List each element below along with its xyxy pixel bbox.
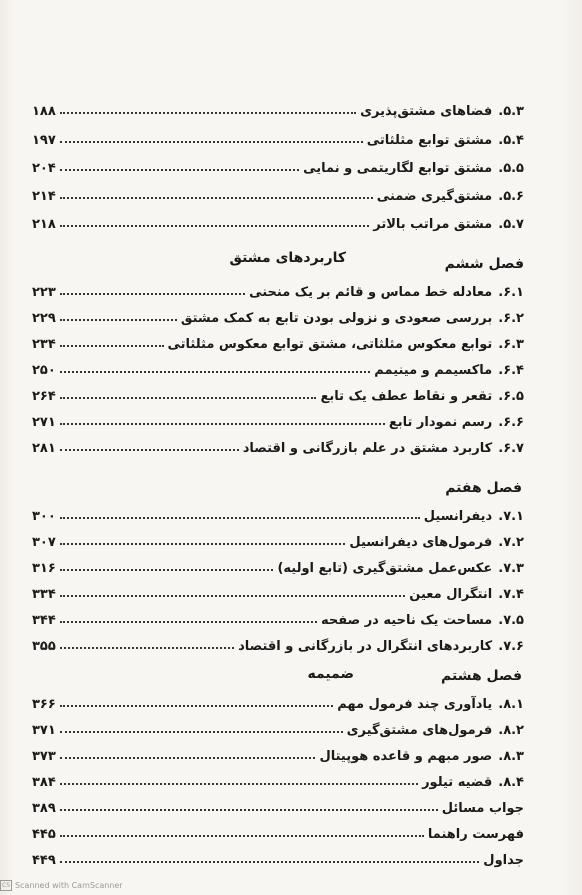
toc-entry	[32, 842, 524, 868]
entry-page: ۲۳۴	[32, 337, 56, 352]
entry-number: ۶.۲.	[498, 311, 524, 326]
dot-leader	[60, 809, 438, 811]
entry-number: ۶.۴.	[498, 363, 524, 378]
toc-entry	[32, 430, 524, 456]
dot-leader	[60, 423, 385, 425]
entry-page: ۳۵۵	[32, 639, 56, 654]
toc-entry	[32, 602, 524, 628]
dot-leader	[60, 345, 164, 347]
entry-title: بررسی صعودی و نزولی بودن تابع به کمک مشتق	[180, 311, 493, 326]
toc-entry	[32, 326, 524, 352]
entry-title: فرمول‌های دیفرانسیل	[349, 535, 493, 550]
entry-number: ۵.۳.	[498, 104, 524, 119]
entry-page: ۱۹۷	[32, 133, 56, 148]
dot-leader	[60, 783, 418, 785]
toc-entry	[32, 93, 524, 119]
entry-number: ۶.۱.	[498, 285, 524, 300]
toc-entry	[32, 274, 524, 300]
toc-entry	[32, 178, 524, 204]
entry-number: ۷.۱.	[498, 509, 524, 524]
toc-entry	[32, 550, 524, 576]
entry-title: کاربردهای انتگرال در بازرگانی و اقتصاد	[238, 639, 493, 654]
entry-number: ۸.۲.	[498, 723, 524, 738]
entry-page: ۲۷۱	[32, 415, 56, 430]
toc-entry	[32, 150, 524, 176]
entry-number: ۶.۳.	[498, 337, 524, 352]
toc-entry	[32, 206, 524, 232]
entry-title: دیفرانسیل	[423, 509, 493, 524]
entry-number: ۷.۴.	[498, 587, 524, 602]
dot-leader	[60, 112, 356, 114]
entry-number: ۶.۷.	[498, 441, 524, 456]
dot-leader	[60, 543, 346, 545]
entry-title: معادله خط مماس و قائم بر یک منحنی	[249, 285, 493, 300]
dot-leader	[60, 319, 177, 321]
dot-leader	[60, 647, 234, 649]
dot-leader	[60, 731, 343, 733]
entry-title: فضاهای مشتق‌پذیری	[360, 104, 493, 119]
entry-title: یادآوری چند فرمول مهم	[337, 697, 493, 712]
entry-number: ۷.۳.	[498, 561, 524, 576]
toc-entry	[32, 686, 524, 712]
entry-page: ۱۸۸	[32, 104, 56, 119]
entry-title: قضیه تیلور	[422, 775, 493, 790]
watermark-text: Scanned with CamScanner	[15, 881, 123, 890]
entry-title: فهرست راهنما	[427, 827, 524, 842]
dot-leader	[60, 449, 239, 451]
entry-number: ۶.۶.	[498, 415, 524, 430]
entry-page: ۳۱۶	[32, 561, 56, 576]
dot-leader	[60, 705, 333, 707]
dot-leader	[60, 141, 363, 143]
toc-entry	[32, 790, 524, 816]
toc-entry	[32, 300, 524, 326]
entry-page: ۲۶۴	[32, 389, 56, 404]
entry-number: ۸.۱.	[498, 697, 524, 712]
entry-page: ۳۷۱	[32, 723, 56, 738]
entry-number: ۶.۵.	[498, 389, 524, 404]
entry-title: توابع معکوس مثلثاتی، مشتق توابع معکوس مثلثاتی	[167, 337, 493, 352]
chapter-label: فصل هفتم	[445, 480, 522, 496]
dot-leader	[60, 397, 317, 399]
camscanner-logo: CS	[2, 882, 10, 889]
entry-title: صور مبهم و قاعده هوپیتال	[319, 749, 493, 764]
entry-title: مشتق توابع مثلثاتی	[366, 133, 493, 148]
entry-number: ۸.۳.	[498, 749, 524, 764]
toc-entry	[32, 628, 524, 654]
entry-title: کاربرد مشتق در علم بازرگانی و اقتصاد	[242, 441, 493, 456]
entry-page: ۳۸۹	[32, 801, 56, 816]
entry-number: ۷.۶.	[498, 639, 524, 654]
toc-entry	[32, 122, 524, 148]
entry-number: ۵.۵.	[498, 161, 524, 176]
entry-page: ۲۰۴	[32, 161, 56, 176]
dot-leader	[60, 197, 373, 199]
entry-page: ۴۴۹	[32, 853, 56, 868]
entry-page: ۳۸۴	[32, 775, 56, 790]
entry-page: ۴۴۵	[32, 827, 56, 842]
entry-number: ۸.۴.	[498, 775, 524, 790]
dot-leader	[60, 595, 405, 597]
entry-number: ۵.۷.	[498, 217, 524, 232]
chapter-title: کاربردهای مشتق	[229, 250, 346, 266]
toc-entry	[32, 816, 524, 842]
entry-page: ۳۰۷	[32, 535, 56, 550]
entry-page: ۳۴۴	[32, 613, 56, 628]
entry-title: تقعر و نقاط عطف یک تابع	[320, 389, 493, 404]
chapter-title: ضمیمه	[307, 666, 354, 682]
dot-leader	[60, 861, 479, 863]
dot-leader	[60, 169, 299, 171]
chapter-label: فصل ششم	[444, 256, 524, 272]
entry-title: مساحت یک ناحیه در صفحه	[321, 613, 493, 628]
dot-leader	[60, 835, 424, 837]
entry-page: ۳۰۰	[32, 509, 56, 524]
entry-page: ۳۳۴	[32, 587, 56, 602]
toc-entry	[32, 764, 524, 790]
dot-leader	[60, 293, 245, 295]
toc-entry	[32, 498, 524, 524]
dot-leader	[60, 569, 274, 571]
entry-number: ۷.۵.	[498, 613, 524, 628]
entry-page: ۳۷۳	[32, 749, 56, 764]
chapter-label: فصل هشتم	[441, 668, 522, 684]
entry-title: انتگرال معین	[409, 587, 493, 602]
entry-page: ۲۵۰	[32, 363, 56, 378]
entry-title: جواب مسائل	[441, 801, 524, 816]
entry-title: مشتق توابع لگاریتمی و نمایی	[303, 161, 493, 176]
entry-page: ۲۲۳	[32, 285, 56, 300]
dot-leader	[60, 621, 317, 623]
toc-entry	[32, 404, 524, 430]
dot-leader	[60, 757, 316, 759]
scanner-watermark	[0, 880, 123, 891]
entry-page: ۲۱۴	[32, 189, 56, 204]
entry-title: جداول	[483, 853, 524, 868]
entry-title: مشتق مراتب بالاتر	[373, 217, 493, 232]
dot-leader	[60, 225, 369, 227]
toc-entry	[32, 712, 524, 738]
entry-page: ۳۶۶	[32, 697, 56, 712]
entry-title: فرمول‌های مشتق‌گیری	[346, 723, 493, 738]
entry-page: ۲۱۸	[32, 217, 56, 232]
entry-title: ماکسیمم و مینیمم	[374, 363, 493, 378]
toc-entry	[32, 352, 524, 378]
toc-entry	[32, 378, 524, 404]
entry-number: ۵.۶.	[498, 189, 524, 204]
entry-title: رسم نمودار تابع	[388, 415, 493, 430]
entry-title: عکس‌عمل مشتق‌گیری (تابع اولیه)	[277, 561, 493, 576]
entry-page: ۲۲۹	[32, 311, 56, 326]
entry-number: ۷.۲.	[498, 535, 524, 550]
toc-entry	[32, 576, 524, 602]
entry-title: مشتق‌گیری ضمنی	[376, 189, 493, 204]
dot-leader	[60, 517, 420, 519]
toc-entry	[32, 524, 524, 550]
entry-page: ۲۸۱	[32, 441, 56, 456]
dot-leader	[60, 371, 370, 373]
entry-number: ۵.۴.	[498, 133, 524, 148]
toc-entry	[32, 738, 524, 764]
